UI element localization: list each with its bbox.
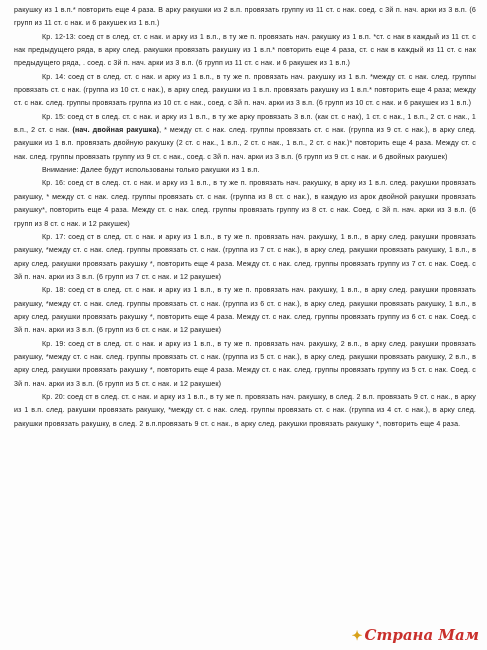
paragraph-2: Кр. 12-13: соед ст в след. ст. с нак. и арку из 1 в.п., в ту же п. провязать нач. ракушку из 1 в.п. *ст. с нак в каждый из 11 ст. с нак предыдущего ряда, в арку след. ракушки провязать ракушку из 1 в.п.* повторить еще 4 раза, ст. с нак в каждый из 11 ст. с нак предыдущего ряда, . соед. с 3й п. нач. арки из 3 в.п. (6 групп из 11 ст. с нак. и 6 ракушек из 1 в.п.) xyxy=(14,32,476,68)
paragraph-9: Кр. 19: соед ст в след. ст. с нак. и арку из 1 в.п., в ту же п. провязать нач. ракушку, 2 в.п., в арку след. ракушки провязать ракушку, *между ст. с нак. след. группы провязать ст. с нак. (группа из 5 ст. с нак.), в арку след. ракушки провязать ракушку, 2 в.п., в арку след. ракушки провязать ракушку *, повторить еще 4 раза. Между ст. с нак. след. группы провязать группу из 5 ст. с нак. Соед. с 3й п. нач. арки из 3 в.п. (6 групп из 5 ст. с нак. и 12 ракушек) xyxy=(14,339,476,388)
paragraph-5: Внимание: Далее будут использованы только ракушки из 1 в.п. xyxy=(42,166,260,175)
paragraph-4-before: Кр. 15: соед ст в след. ст. с нак. и арку из 1 в.п., в ту же арку провязать 3 в.п. (как ст. с нак), 1 ст. с нак., 1 в.п., 2 ст. с нак., 1 в.п., 2 ст. с нак. xyxy=(14,112,476,135)
star-icon: ✦ xyxy=(351,629,363,644)
paragraph-4-bold: (нач. двойная ракушка) xyxy=(72,126,160,135)
paragraph-4-after: , * между ст. с нак. след. группы провязать ст. с нак. (группа из 9 ст. с нак.), в арку след. ракушки из 1 в.п. провязать двойную ракушку (2 ст. с нак., 1 в.п., 2 ст. с нак., 1 в.п., 2 ст. с нак.)* повторить еще 4 раза. Между ст. с нак. след. группы провязать группу из 9 ст. с нак., соед. с 3й п. нач. арки из 3 в.п. (6 групп из 9 ст. с нак. и 6 двойных ракушек) xyxy=(14,126,477,161)
paragraph-6: Кр. 16: соед ст в след. ст. с нак. и арку из 1 в.п., в ту же п. провязать нач. ракушку, в арку из 1 в.п. след. ракушки провязать ракушку, * между ст. с нак. след. группы провязать ст. с нак. (группа из 8 ст. с нак.), в каждую из арок двойной ракушки провязать ракушку*, повторить еще 4 раза. Между ст. с нак. след. группы провязать группу из 8 ст. с нак. Соед. с 3й п. нач. арки из 3 в.п. (6 групп из 8 ст. с нак. и 12 ракушек) xyxy=(14,179,476,228)
paragraph-1: ракушку из 1 в.п.* повторить еще 4 раза. В арку ракушки из 2 в.п. провязать группу из 11 ст. с нак. соед. с 3й п. нач. арки из 3 в.п. (6 групп из 11 ст. с нак. и 6 ракушек из 1 в.п.) xyxy=(14,6,476,28)
paragraph-8: Кр. 18: соед ст в след. ст. с нак. и арку из 1 в.п., в ту же п. провязать нач. ракушку, 1 в.п., в арку след. ракушки провязать ракушку, *между ст. с нак. след. группы провязать ст. с нак. (группа из 6 ст. с нак.), в арку след. ракушки провязать ракушку, 1 в.п., в арку след. ракушки провязать ракушку *, повторить еще 4 раза. Между ст. с нак. след. группы провязать группу из 6 ст. с нак. Соед. с 3й п. нач. арки из 3 в.п. (6 групп из 6 ст. с нак. и 12 ракушек) xyxy=(14,286,476,335)
paragraph-10: Кр. 20: соед ст в след. ст. с нак. и арку из 1 в.п., в ту же п. провязать нач. ракушку, в след. 2 в.п. провязать 9 ст. с нак., в арку из 1 в.п. след. ракушки провязать ракушку, *между ст. с нак. след. группы провязать ст. с нак. (группа из 4 ст. с нак.), в арку след. ракушки провязать ракушку, в след. 2 в.п.провязать 9 ст. с нак., в арку след. ракушки провязать ракушку *, повторить еще 4 раза. xyxy=(14,392,476,428)
paragraph-3: Кр. 14: соед ст в след. ст. с нак. и арку из 1 в.п., в ту же п. провязать нач. ракушку из 1 в.п. *между ст. с нак. след. группы провязать ст. с нак. (группа из 10 ст. с нак.), в арку след. ракушки из 1 в.п. провязать ракушку из 1 в.п.* повторить еще 4 раза; между ст. с нак. след. группы провязать группа из 10 ст. с нак., соед. с 3й п. нач. арки из 3 в.п. (6 групп из 10 ст. с нак. и 6 ракушек из 1 в.п.) xyxy=(14,72,476,108)
paragraph-4 xyxy=(14,111,476,164)
paragraph-7: Кр. 17: соед ст в след. ст. с нак. и арку из 1 в.п., в ту же п. провязать нач. ракушку, 1 в.п., в арку след. ракушки провязать ракушку, *между ст. с нак. след. группы провязать ст. с нак. (группа из 7 ст. с нак.), в арку след. ракушки провязать ракушку, 1 в.п., в арку след. ракушки провязать ракушку *, повторить еще 4 раза. Между ст. с нак. след. группы провязать группу из 7 ст. с нак. Соед. с 3й п. нач. арки из 3 в.п. (6 групп из 7 ст. с нак. и 12 ракушек) xyxy=(14,232,476,281)
watermark-text: Страна Мам xyxy=(364,626,479,644)
document-text xyxy=(14,4,476,431)
site-watermark-logo xyxy=(352,626,479,644)
